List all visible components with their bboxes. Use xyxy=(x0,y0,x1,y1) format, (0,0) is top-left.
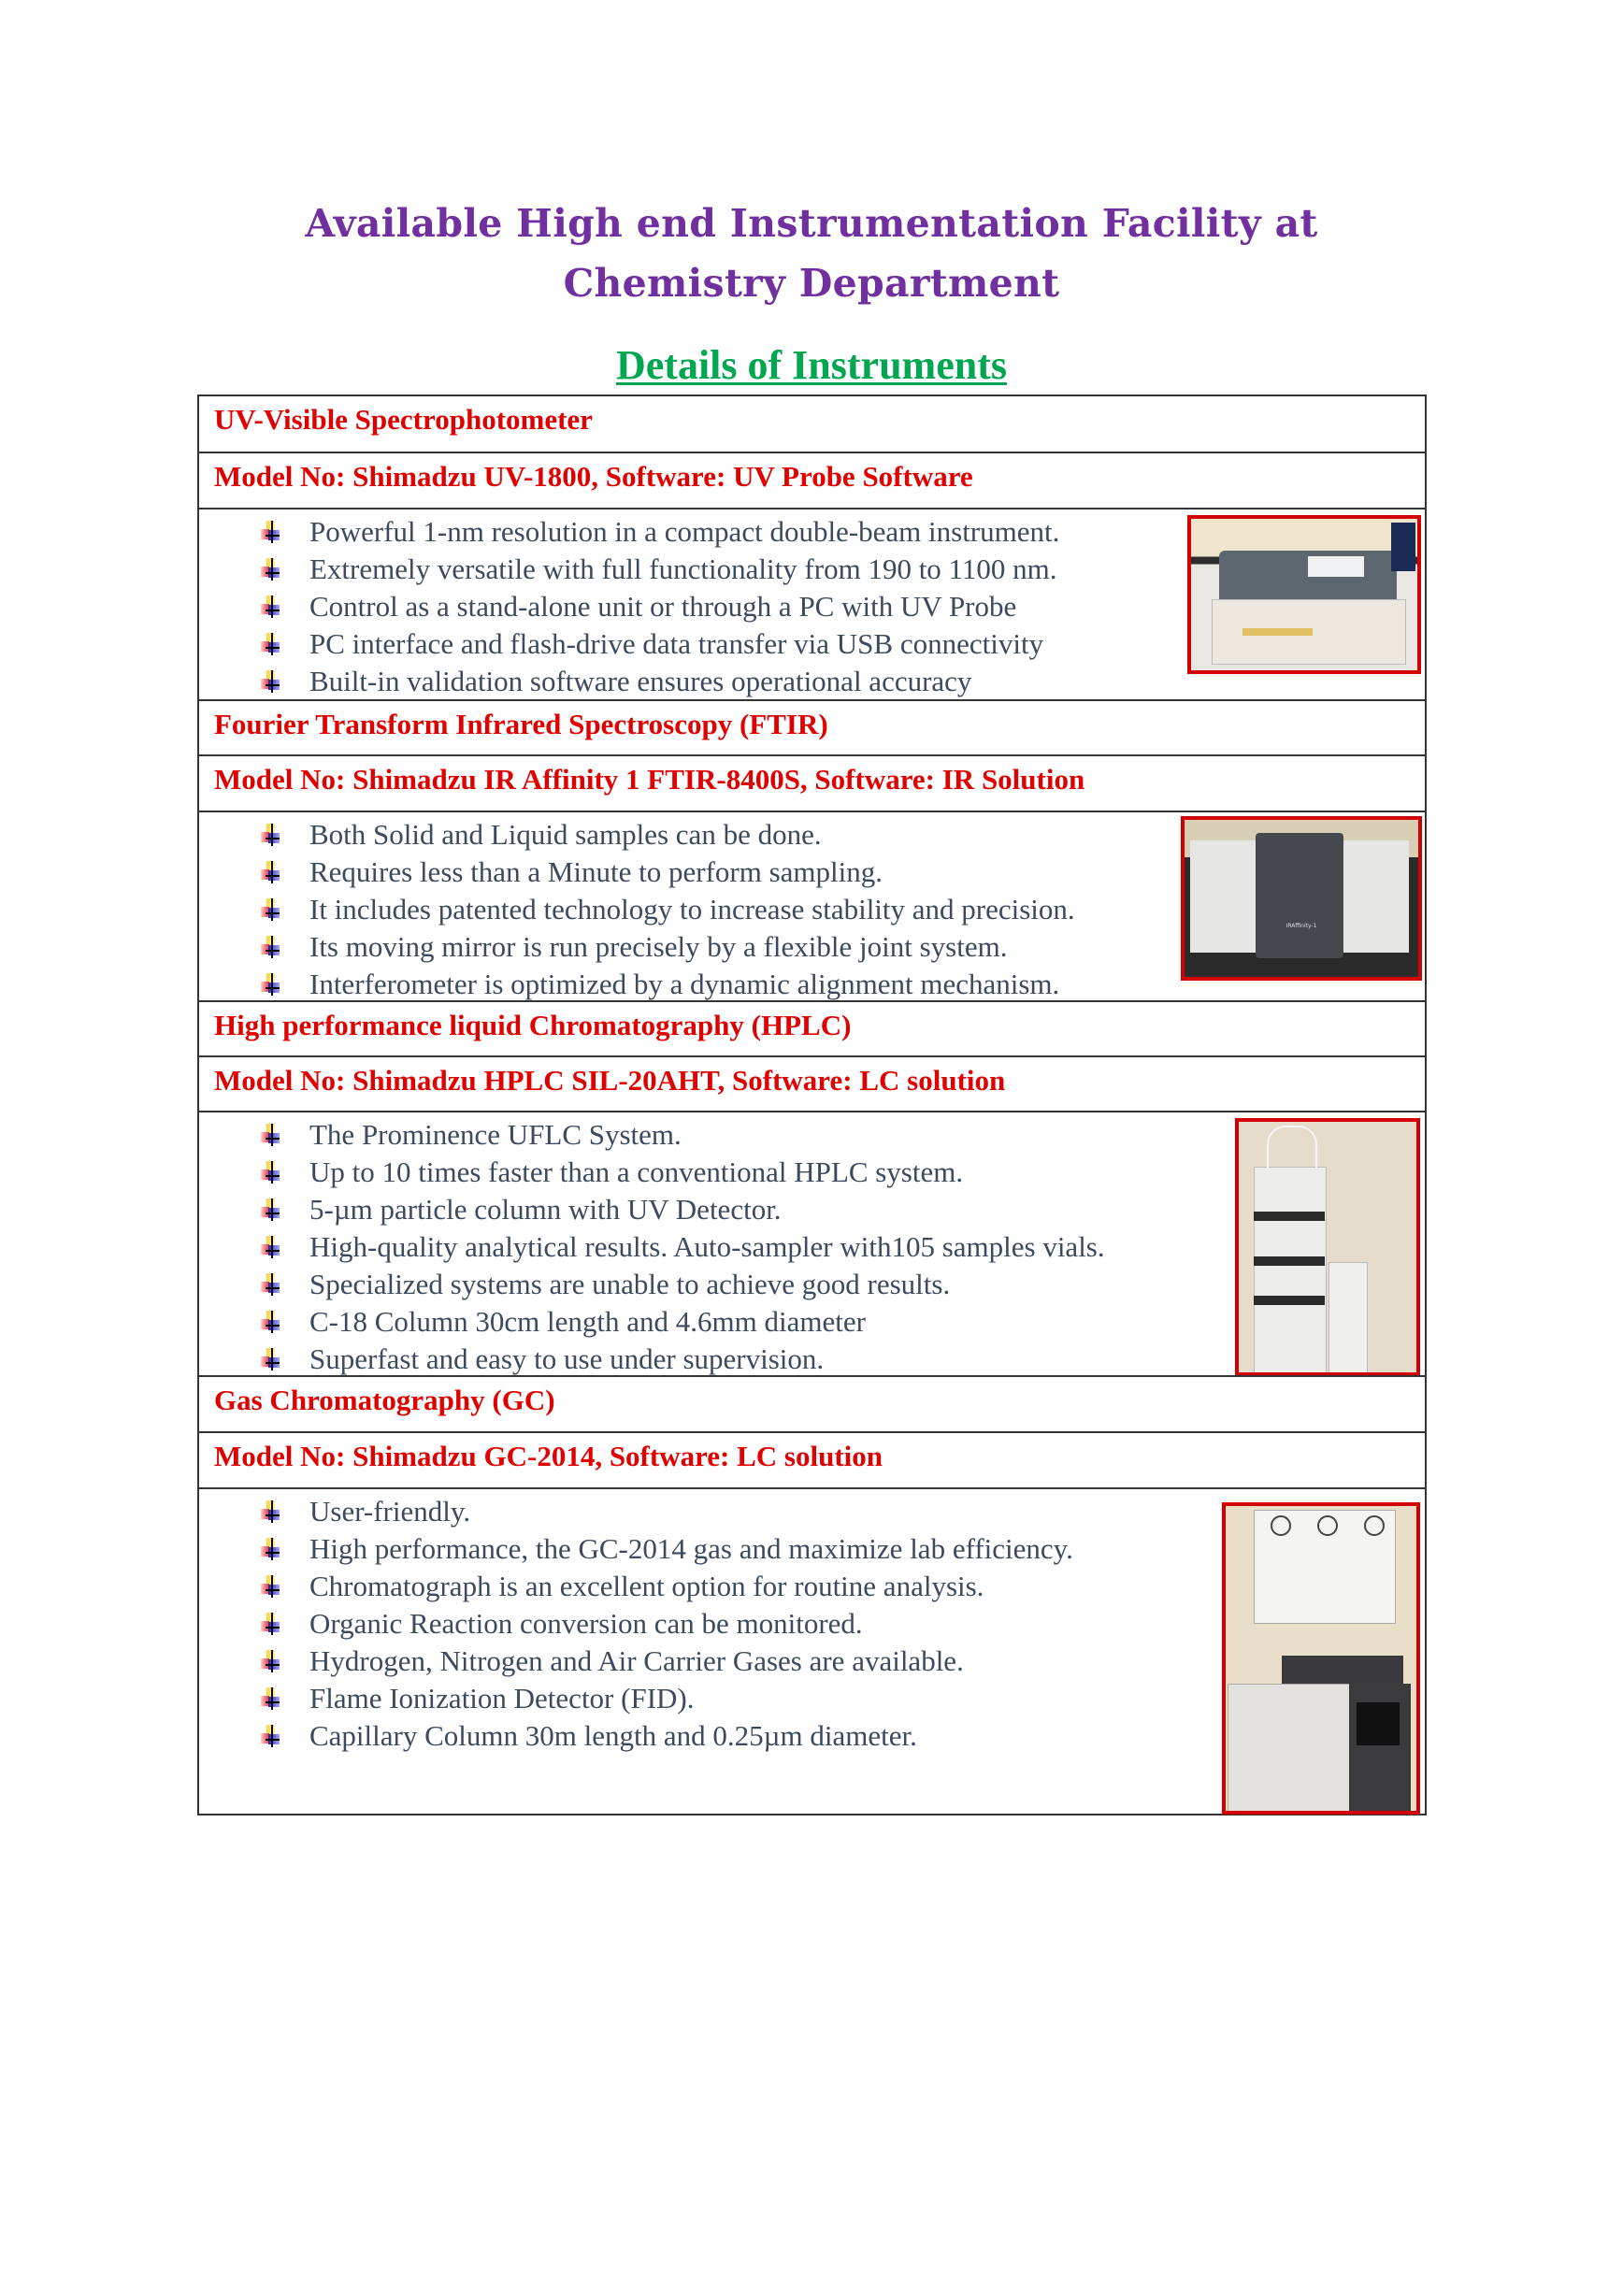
feature-item xyxy=(261,1605,1073,1643)
instrument-name-row xyxy=(199,1000,1425,1055)
feature-text: 5-µm particle column with UV Detector. xyxy=(309,1193,782,1226)
feature-item xyxy=(261,1493,1073,1530)
right-housing xyxy=(1343,840,1409,953)
hplc-stack xyxy=(1254,1167,1327,1374)
feature-text: High-quality analytical results. Auto-sampler with105 samples vials. xyxy=(309,1230,1105,1263)
feature-text: Specialized systems are unable to achieve good results. xyxy=(309,1268,951,1300)
feature-item xyxy=(261,1643,1073,1680)
model-label: IRAffinity-1 xyxy=(1285,923,1317,929)
gc-photo xyxy=(1222,1502,1420,1815)
feature-item xyxy=(261,1568,1073,1605)
feature-text: Both Solid and Liquid samples can be done. xyxy=(309,818,822,851)
feature-text: Interferometer is optimized by a dynamic alignment mechanism. xyxy=(309,968,1060,1000)
monitor-background xyxy=(1391,523,1415,571)
hplc-module-band xyxy=(1254,1296,1325,1305)
feature-item xyxy=(261,1154,1105,1191)
arrow-bullet-icon xyxy=(261,936,283,958)
feature-text: Superfast and easy to use under supervision. xyxy=(309,1342,825,1375)
ftir-photo xyxy=(1181,816,1422,981)
arrow-bullet-icon xyxy=(261,596,283,618)
arrow-bullet-icon xyxy=(261,1538,283,1560)
arrow-bullet-icon xyxy=(261,521,283,543)
feature-text: Hydrogen, Nitrogen and Air Carrier Gases are available. xyxy=(309,1644,964,1677)
pressure-gauge xyxy=(1271,1515,1291,1536)
instrument-model: Model No: Shimadzu HPLC SIL-20AHT, Software: LC solution xyxy=(214,1064,1006,1097)
feature-item xyxy=(261,1191,1105,1228)
arrow-bullet-icon xyxy=(261,1613,283,1635)
page-title-line-1: Available High end Instrumentation Facility at xyxy=(305,201,1318,246)
instrument-model-row xyxy=(199,1431,1425,1487)
left-housing xyxy=(1190,840,1256,953)
feature-item xyxy=(261,551,1059,588)
feature-text: PC interface and flash-drive data transfer via USB connectivity xyxy=(309,627,1044,660)
arrow-bullet-icon xyxy=(261,824,283,846)
arrow-bullet-icon xyxy=(261,670,283,693)
instrument-model-row xyxy=(199,754,1425,811)
feature-text: Up to 10 times faster than a conventional HPLC system. xyxy=(309,1155,964,1188)
feature-item xyxy=(261,1680,1073,1717)
arrow-bullet-icon xyxy=(261,1311,283,1333)
feature-item xyxy=(261,625,1059,663)
feature-text: Control as a stand-alone unit or through a PC with UV Probe xyxy=(309,590,1017,623)
feature-text: Built-in validation software ensures operational accuracy xyxy=(309,665,972,697)
feature-text: Chromatograph is an excellent option for routine analysis. xyxy=(309,1570,984,1602)
hplc-photo xyxy=(1235,1118,1420,1376)
page-title-line-2: Chemistry Department xyxy=(563,261,1060,306)
feature-list xyxy=(261,816,1075,1003)
instrument-model: Model No: Shimadzu GC-2014, Software: LC solution xyxy=(214,1440,883,1472)
instrument-features-row xyxy=(199,811,1425,1000)
center-housing xyxy=(1256,833,1343,958)
gc-oven-door xyxy=(1228,1684,1351,1813)
feature-item xyxy=(261,891,1075,928)
instrument-features-row xyxy=(199,508,1425,699)
pressure-gauge xyxy=(1317,1515,1338,1536)
instrument-tape xyxy=(1242,628,1313,636)
feature-text: User-friendly. xyxy=(309,1495,471,1528)
pressure-gauge xyxy=(1364,1515,1385,1536)
instrument-features-row xyxy=(199,1111,1425,1375)
arrow-bullet-icon xyxy=(261,1124,283,1146)
uv-spectrophotometer-photo xyxy=(1187,515,1421,674)
feature-text: Extremely versatile with full functionality from 190 to 1100 nm. xyxy=(309,552,1057,585)
instrument-features-row xyxy=(199,1487,1425,1814)
hplc-detector xyxy=(1329,1262,1368,1374)
instrument-name-row xyxy=(199,1375,1425,1431)
feature-text: Requires less than a Minute to perform sampling. xyxy=(309,855,883,888)
feature-item xyxy=(261,1530,1073,1568)
feature-item xyxy=(261,1341,1105,1378)
feature-text: Capillary Column 30m length and 0.25µm diameter. xyxy=(309,1719,917,1752)
feature-list xyxy=(261,513,1059,700)
arrow-bullet-icon xyxy=(261,1273,283,1296)
feature-text: High performance, the GC-2014 gas and maximize lab efficiency. xyxy=(309,1532,1073,1565)
instrument-model: Model No: Shimadzu UV-1800, Software: UV Probe Software xyxy=(214,460,973,493)
feature-item xyxy=(261,513,1059,551)
feature-list xyxy=(261,1116,1105,1378)
feature-item xyxy=(261,1303,1105,1341)
instrument-name: Fourier Transform Infrared Spectroscopy (FTIR) xyxy=(214,708,828,740)
feature-item xyxy=(261,816,1075,854)
feature-item xyxy=(261,928,1075,966)
arrow-bullet-icon xyxy=(261,1348,283,1370)
arrow-bullet-icon xyxy=(261,1687,283,1710)
arrow-bullet-icon xyxy=(261,633,283,655)
instrument-name-row xyxy=(199,396,1425,452)
arrow-bullet-icon xyxy=(261,1725,283,1747)
gc-top-cover xyxy=(1282,1656,1403,1684)
arrow-bullet-icon xyxy=(261,1575,283,1598)
gc-display xyxy=(1357,1702,1400,1745)
arrow-bullet-icon xyxy=(261,558,283,581)
arrow-bullet-icon xyxy=(261,861,283,883)
arrow-bullet-icon xyxy=(261,973,283,996)
instrument-model-row xyxy=(199,452,1425,508)
instrument-screen xyxy=(1308,556,1364,577)
feature-text: Organic Reaction conversion can be monitored. xyxy=(309,1607,863,1640)
feature-item xyxy=(261,663,1059,700)
hplc-module-band xyxy=(1254,1212,1325,1221)
arrow-bullet-icon xyxy=(261,1236,283,1258)
arrow-bullet-icon xyxy=(261,1161,283,1184)
arrow-bullet-icon xyxy=(261,1500,283,1523)
feature-item xyxy=(261,588,1059,625)
feature-item xyxy=(261,854,1075,891)
feature-item xyxy=(261,1228,1105,1266)
instrument-name: Gas Chromatography (GC) xyxy=(214,1384,555,1416)
feature-list xyxy=(261,1493,1073,1755)
instruments-table xyxy=(197,395,1427,1815)
section-subtitle xyxy=(0,342,1623,389)
instrument-name: High performance liquid Chromatography (HPLC) xyxy=(214,1009,852,1041)
feature-text: It includes patented technology to increase stability and precision. xyxy=(309,893,1075,926)
feature-text: The Prominence UFLC System. xyxy=(309,1118,682,1151)
instrument-name-row xyxy=(199,699,1425,754)
feature-text: Flame Ionization Detector (FID). xyxy=(309,1682,695,1715)
instrument-name: UV-Visible Spectrophotometer xyxy=(214,403,593,436)
feature-text: Powerful 1-nm resolution in a compact double-beam instrument. xyxy=(309,515,1060,548)
hplc-module-band xyxy=(1254,1256,1325,1266)
instrument-model-row xyxy=(199,1055,1425,1111)
feature-text: C-18 Column 30cm length and 4.6mm diameter xyxy=(309,1305,866,1338)
feature-text: Its moving mirror is run precisely by a flexible joint system. xyxy=(309,930,1008,963)
feature-item xyxy=(261,1116,1105,1154)
section-subtitle-text: Details of Instruments xyxy=(616,342,1007,388)
arrow-bullet-icon xyxy=(261,1650,283,1672)
feature-item xyxy=(261,966,1075,1003)
arrow-bullet-icon xyxy=(261,1198,283,1221)
tubing xyxy=(1267,1126,1317,1169)
feature-item xyxy=(261,1717,1073,1755)
instrument-model: Model No: Shimadzu IR Affinity 1 FTIR-8400S, Software: IR Solution xyxy=(214,763,1085,796)
feature-item xyxy=(261,1266,1105,1303)
arrow-bullet-icon xyxy=(261,898,283,921)
